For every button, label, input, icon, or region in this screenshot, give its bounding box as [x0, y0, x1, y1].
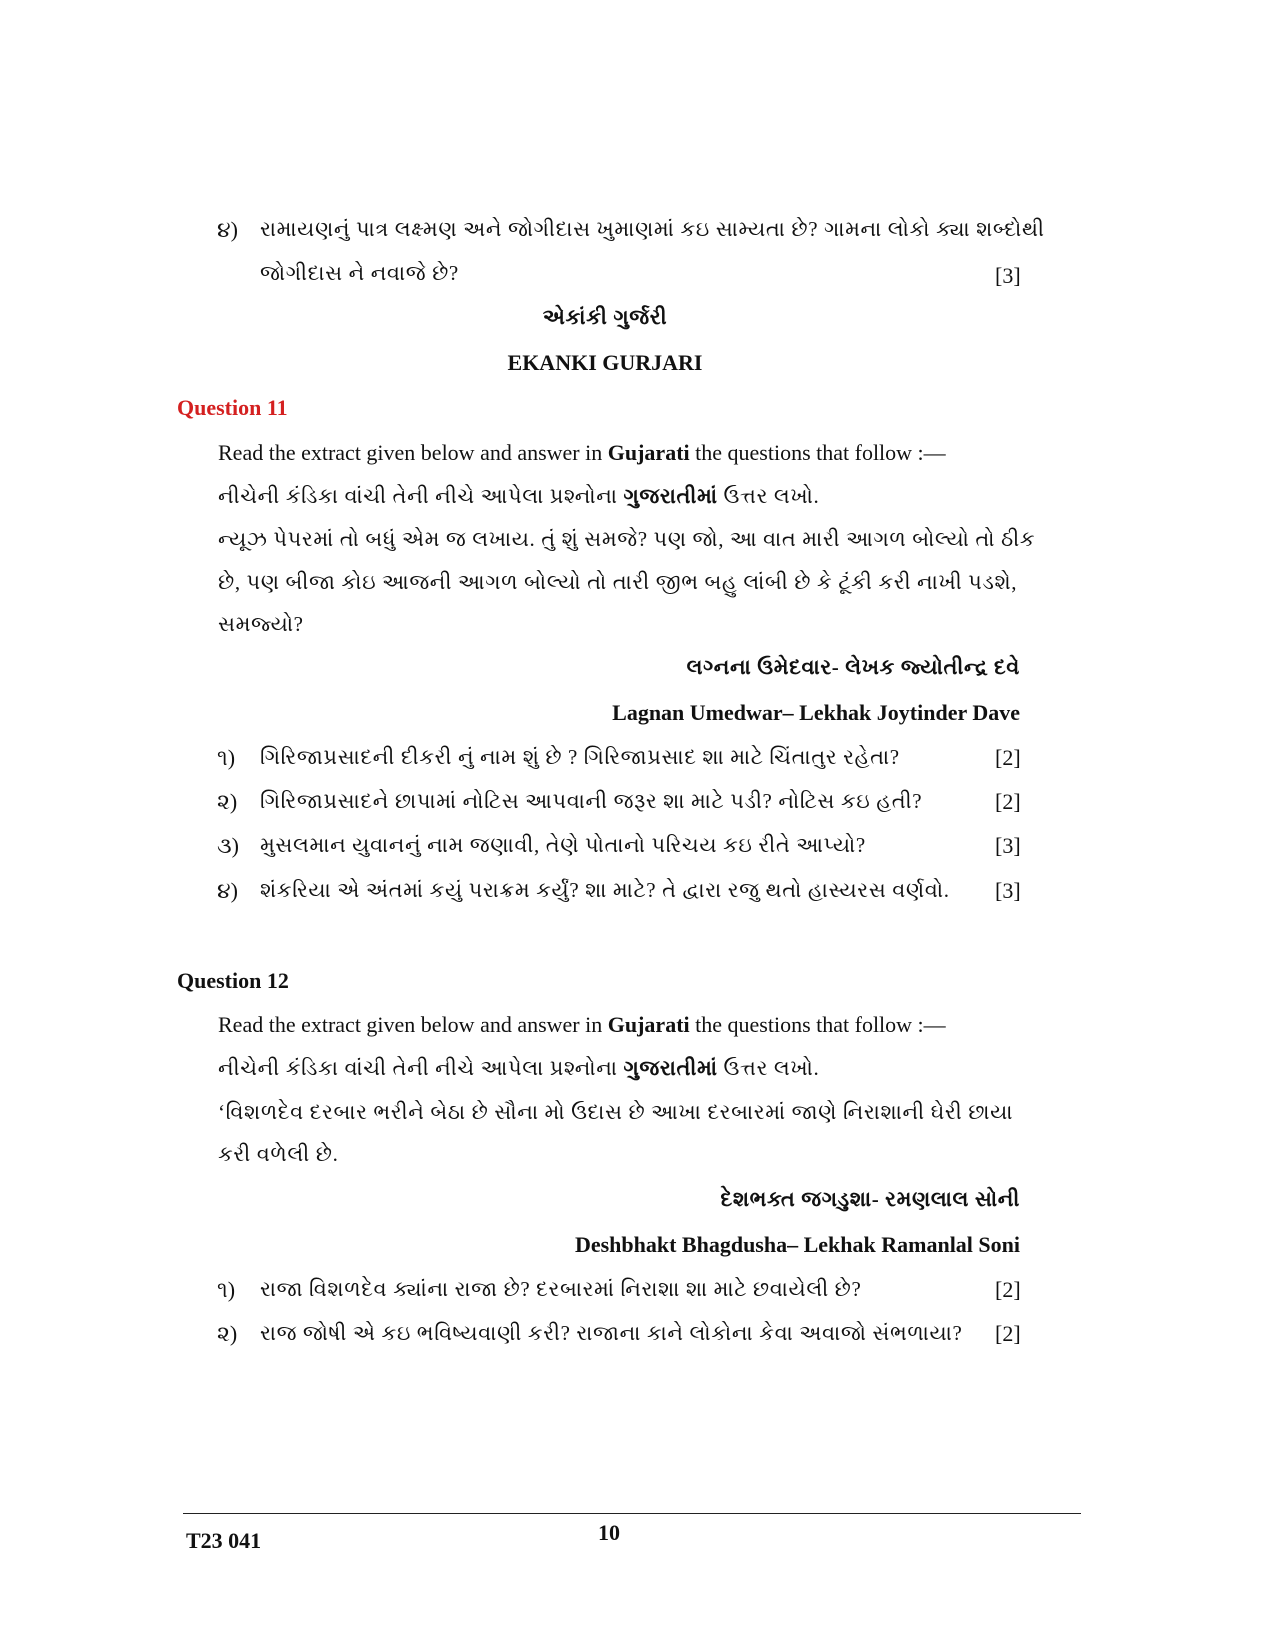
question-text: મુસલમાન યુવાનનું નામ જણાવી, તેણે પોતાનો પરિચય કઇ રીતે આપ્યો? — [260, 833, 866, 857]
item-number: ૨) — [217, 789, 238, 814]
item-number: ૪) — [217, 217, 238, 242]
marks: [2] — [995, 1277, 1021, 1302]
q11-instruction-gujarati: નીચેની કંડિકા વાંચી તેની નીચે આપેલા પ્રશ્નોના ગુજરાતીમાં ઉત્તર લખો. — [218, 484, 820, 508]
section-title-gujarati: એકાંકી ગુર્જરી — [542, 305, 668, 329]
question-11-heading: Question 11 — [177, 395, 288, 420]
q12-instruction-gujarati: નીચેની કંડિકા વાંચી તેની નીચે આપેલા પ્રશ્નોના ગુજરાતીમાં ઉત્તર લખો. — [218, 1056, 820, 1080]
q12-source-english: Deshbhakt Bhagdusha– Lekhak Ramanlal Soni — [574, 1232, 1020, 1257]
question-text: રાજા વિશળદેવ ક્યાંના રાજા છે? દરબારમાં નિરાશા શા માટે છવાયેલી છે? — [260, 1277, 862, 1301]
q12-source-gujarati: દેશભક્ત જગડુશા- રમણલાલ સોની — [720, 1187, 1020, 1211]
item-number: ૧) — [217, 745, 236, 770]
item-number: ૨) — [217, 1321, 238, 1346]
question-text: ગિરિજાપ્રસાદને છાપામાં નોટિસ આપવાની જરૂર શા માટે પડી? નોટિસ કઇ હતી? — [260, 789, 923, 813]
q11-extract-line: સમજ્યો? — [218, 612, 304, 636]
paper-code: T23 041 — [186, 1528, 262, 1553]
q11-source-english: Lagnan Umedwar– Lekhak Joytinder Dave — [612, 700, 1020, 725]
q12-extract-line: ‘વિશળદેવ દરબાર ભરીને બેઠા છે સૌના મો ઉદાસ છે આખા દરબારમાં જાણે નિરાશાની ઘેરી છાયા — [218, 1100, 1014, 1124]
marks: [2] — [995, 1321, 1021, 1346]
q11-extract-line: છે, પણ બીજા કોઇ આજની આગળ બોલ્યો તો તારી જીભ બહુ લાંબી છે કે ટૂંકી કરી નાખી પડશે, — [218, 570, 1018, 594]
item-number: ૪) — [217, 878, 238, 903]
item-number: ૩) — [217, 833, 239, 858]
marks: [2] — [995, 745, 1021, 770]
q12-extract-line: કરી વળેલી છે. — [218, 1142, 339, 1166]
question-text: રાજ જોષી એ કઇ ભવિષ્યવાણી કરી? રાજાના કાને લોકોના કેવા અવાજો સંભળાયા? — [260, 1321, 963, 1345]
item-number: ૧) — [217, 1277, 236, 1302]
marks: [3] — [995, 263, 1021, 288]
q11-extract-line: ન્યૂઝ પેપરમાં તો બધું એમ જ લખાય. તું શું સમજે? પણ જો, આ વાત મારી આગળ બોલ્યો તો ઠીક — [218, 527, 1036, 551]
marks: [3] — [995, 833, 1021, 858]
marks: [2] — [995, 789, 1021, 814]
question-text: શંકરિયા એ અંતમાં કયું પરાક્રમ કર્યું? શા માટે? તે દ્વારા રજુ થતો હાસ્યરસ વર્ણવો. — [260, 878, 950, 902]
page-number: 10 — [598, 1520, 620, 1545]
question-text: રામાયણનું પાત્ર લક્ષ્મણ અને જોગીદાસ ખુમાણમાં કઇ સામ્યતા છે? ગામના લોકો ક્યા શબ્દોથી — [260, 217, 1045, 241]
section-title-english: EKANKI GURJARI — [507, 350, 703, 375]
q12-instruction-english: Read the extract given below and answer in Gujarati the questions that follow :— — [218, 1012, 946, 1037]
question-text-continued: જોગીદાસ ને નવાજે છે? — [260, 261, 459, 285]
q11-instruction-english: Read the extract given below and answer in Gujarati the questions that follow :— — [218, 440, 946, 465]
question-12-heading: Question 12 — [177, 968, 289, 993]
q11-source-gujarati: લગ્નના ઉમેદવાર- લેખક જ્યોતીન્દ્ર દવે — [686, 655, 1020, 679]
question-text: ગિરિજાપ્રસાદની દીકરી નું નામ શું છે ? ગિરિજાપ્રસાદ શા માટે ચિંતાતુર રહેતા? — [260, 745, 900, 769]
footer-divider — [183, 1513, 1081, 1514]
marks: [3] — [995, 878, 1021, 903]
